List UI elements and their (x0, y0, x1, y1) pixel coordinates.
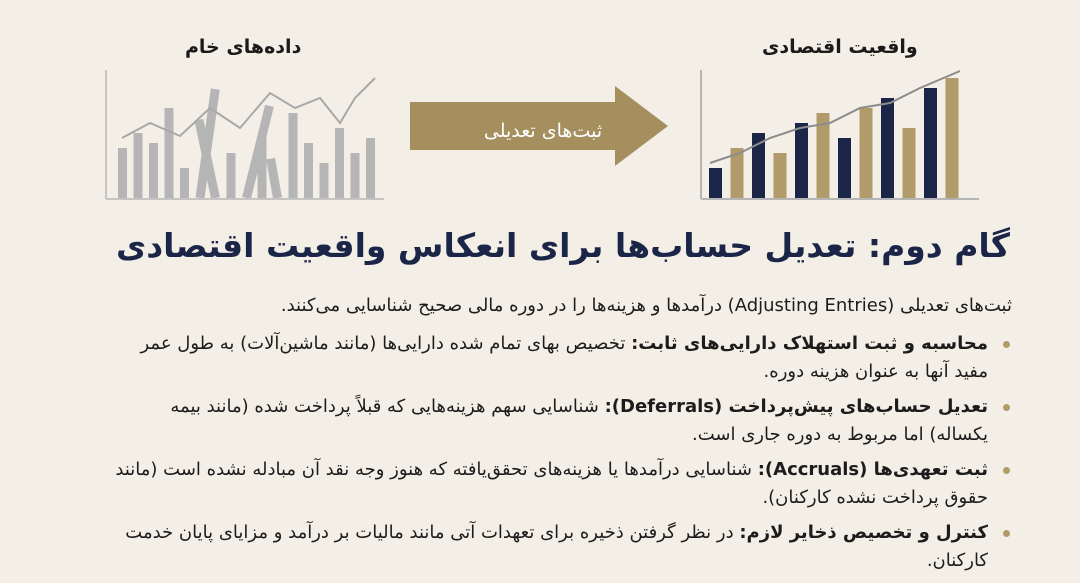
raw-data-chart-icon (100, 68, 390, 203)
list-item (112, 456, 1012, 512)
list-item (112, 330, 1012, 386)
bullet-icon (1003, 341, 1010, 348)
bullet-title: کنترل و تخصیص ذخایر لازم: (739, 522, 988, 543)
raw-bar (289, 113, 298, 198)
list-item (112, 519, 1012, 575)
real-bar (795, 123, 808, 198)
bullet-text: تخصیص بهای تمام شده دارایی‌ها (مانند ماشین‌آلات) به طول عمر مفید آنها به عنوان هزینه دوره. (140, 333, 988, 382)
bullet-icon (1003, 467, 1010, 474)
raw-bar (165, 108, 174, 198)
bullet-text: شناسایی سهم هزینه‌هایی که قبلاً پرداخت شده (مانند بیمه یکساله) اما مربوط به دوره جاری است. (170, 396, 988, 445)
bullet-title: تعدیل حساب‌های پیش‌پرداخت (Deferrals): (604, 396, 988, 417)
arrow-label: ثبت‌های تعدیلی (483, 120, 603, 142)
bullet-title: محاسبه و ثبت استهلاک دارایی‌های ثابت: (631, 333, 988, 354)
raw-bar (134, 133, 143, 198)
raw-data-label: داده‌های خام (185, 36, 302, 58)
bullet-icon (1003, 530, 1010, 537)
raw-bar (320, 163, 329, 198)
raw-bar (227, 153, 236, 198)
raw-bar (118, 148, 127, 198)
bullet-title: ثبت تعهدی‌ها (Accruals): (757, 459, 988, 480)
bullet-icon (1003, 404, 1010, 411)
real-bar (709, 168, 722, 198)
bullet-text: در نظر گرفتن ذخیره برای تعهدات آتی مانند مالیات بر درآمد و مزایای پایان خدمت کارکنان. (125, 522, 988, 571)
intro-text: ثبت‌های تعدیلی (Adjusting Entries) درآمدها و هزینه‌ها را در دوره مالی صحیح شناسایی می‌کنند. (280, 295, 1012, 316)
raw-bar (304, 143, 313, 198)
list-item (112, 393, 1012, 449)
real-bar (946, 78, 959, 198)
bullet-list (112, 330, 1012, 582)
real-bar (838, 138, 851, 198)
raw-bar (335, 128, 344, 198)
economic-reality-chart-icon (695, 68, 985, 203)
real-bar (774, 153, 787, 198)
economic-reality-label: واقعیت اقتصادی (762, 36, 918, 58)
page-title: گام دوم: تعدیل حساب‌ها برای انعکاس واقعیت اقتصادی (116, 226, 1010, 265)
real-bar (881, 98, 894, 198)
raw-bar (180, 168, 189, 198)
real-bar (903, 128, 916, 198)
real-bar (860, 108, 873, 198)
raw-bar (351, 153, 360, 198)
raw-bar (258, 138, 267, 198)
real-trend-line (710, 71, 960, 163)
real-bar (924, 88, 937, 198)
bullet-text: شناسایی درآمدها یا هزینه‌های تحقق‌یافته که هنوز وجه نقد آن مبادله نشده است (مانند حقوق پرداخت نشده کارکنان). (115, 459, 988, 508)
raw-bar (266, 158, 282, 199)
raw-bar (149, 143, 158, 198)
raw-bar (366, 138, 375, 198)
